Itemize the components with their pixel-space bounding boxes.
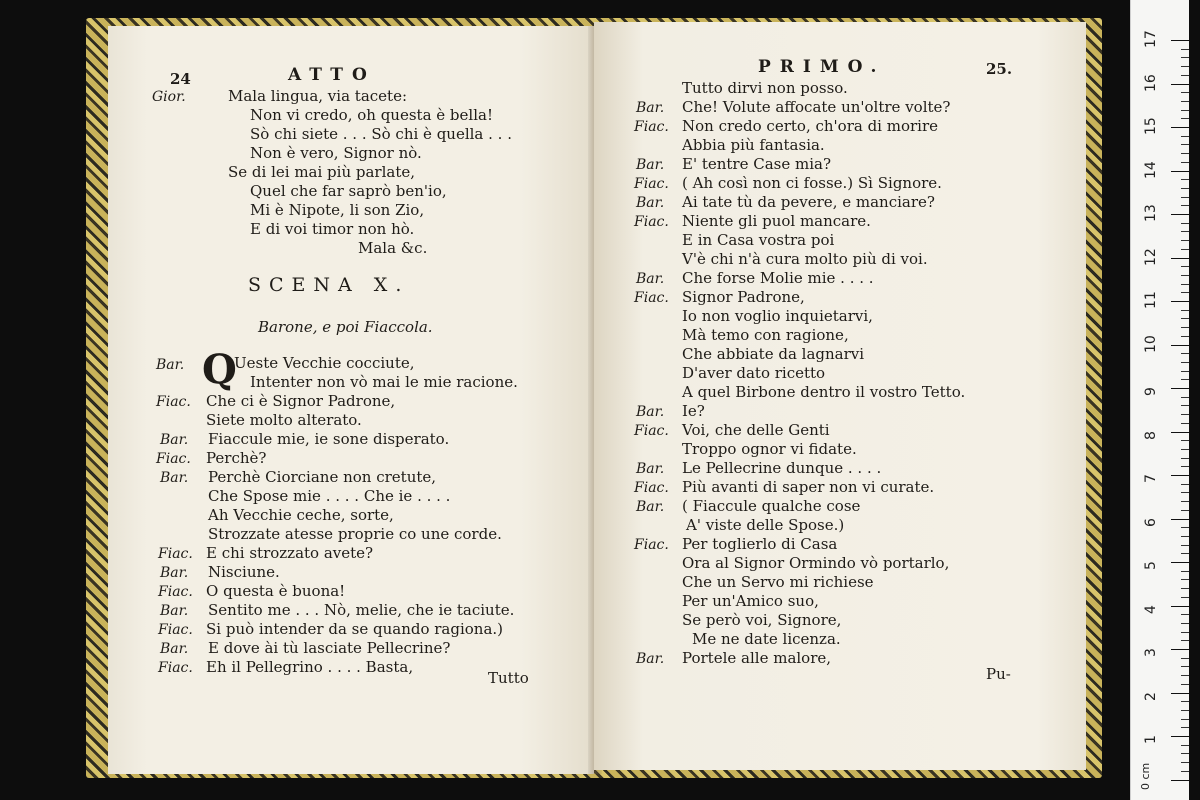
speaker-label: Fiac.	[634, 423, 669, 439]
ruler-tick	[1181, 249, 1189, 250]
ruler-tick	[1181, 666, 1189, 667]
ruler-tick	[1181, 405, 1189, 406]
verse-line: Si può intender da se quando ragiona.)	[206, 620, 504, 638]
ruler-tick	[1181, 553, 1189, 554]
ruler-tick	[1181, 197, 1189, 198]
ruler-tick	[1171, 780, 1189, 781]
ruler-tick	[1181, 640, 1189, 641]
verse-line: Fiaccule mie, ie sone disperato.	[208, 430, 450, 448]
ruler-tick	[1181, 153, 1189, 154]
speaker-label: Bar.	[156, 357, 185, 373]
verse-line: Strozzate atesse proprie co une corde.	[208, 525, 502, 543]
verse-line: Me ne date licenza.	[692, 630, 841, 648]
catchword: Tutto	[488, 669, 529, 687]
ruler-tick	[1181, 397, 1189, 398]
verse-line: Le Pellecrine dunque . . . .	[682, 459, 882, 477]
ruler-tick	[1171, 258, 1189, 259]
ruler-number: 10	[1143, 334, 1159, 353]
ruler-tick	[1181, 362, 1189, 363]
verse-line: E' tentre Case mia?	[682, 155, 832, 173]
speaker-label: Bar.	[160, 470, 189, 486]
verse-line: D'aver dato ricetto	[682, 364, 826, 382]
ruler-number: 6	[1143, 517, 1159, 527]
ruler-tick	[1181, 49, 1189, 50]
ruler-tick	[1181, 379, 1189, 380]
speaker-label: Fiac.	[156, 451, 191, 467]
speaker-label: Fiac.	[634, 537, 669, 553]
verse-line: Non credo certo, ch'ora di morire	[682, 117, 939, 135]
ruler-tick	[1181, 527, 1189, 528]
ruler-tick	[1181, 579, 1189, 580]
verse-line: Mala lingua, via tacete:	[228, 87, 407, 105]
ruler-tick	[1181, 92, 1189, 93]
ruler-tick	[1181, 440, 1189, 441]
verse-line: Quel che far saprò ben'io,	[250, 182, 447, 200]
ruler-tick	[1181, 66, 1189, 67]
ruler-tick	[1181, 336, 1189, 337]
right-page	[594, 22, 1086, 770]
ruler-number: 1	[1143, 735, 1159, 744]
ruler-tick	[1181, 545, 1189, 546]
verse-line: Ai tate tù da pevere, e manciare?	[682, 193, 935, 211]
ruler-tick	[1181, 275, 1189, 276]
speaker-label: Bar.	[636, 195, 665, 211]
ruler-tick	[1181, 118, 1189, 119]
verse-line: Che abbiate da lagnarvi	[682, 345, 865, 363]
ruler-tick	[1181, 292, 1189, 293]
ruler-number: 9	[1143, 387, 1159, 396]
ruler-number: 7	[1143, 474, 1159, 483]
ruler-tick	[1181, 762, 1189, 763]
ruler-tick	[1171, 127, 1189, 128]
verse-line: A' viste delle Spose.)	[686, 516, 845, 534]
verse-line: Che Spose mie . . . . Che ie . . . .	[208, 487, 451, 505]
ruler-tick	[1181, 327, 1189, 328]
right-page-header: PRIMO.	[758, 57, 886, 77]
ruler-number: 15	[1143, 117, 1159, 135]
speaker-label: Bar.	[636, 461, 665, 477]
speaker-label: Gior.	[152, 89, 186, 105]
verse-line: Intenter non vò mai le mie racione.	[250, 373, 518, 391]
verse-line: Sò chi siete . . . Sò chi è quella . . .	[250, 125, 512, 143]
ruler-tick	[1181, 492, 1189, 493]
ruler-tick	[1181, 266, 1189, 267]
verse-line: Portele alle malore,	[682, 649, 832, 667]
ruler-tick	[1181, 458, 1189, 459]
ruler-tick	[1181, 162, 1189, 163]
ruler-tick	[1181, 57, 1189, 58]
verse-line: Voi, che delle Genti	[682, 421, 830, 439]
verse-line: E dove ài tù lasciate Pellecrine?	[208, 639, 451, 657]
verse-line: Abbia più fantasia.	[682, 136, 825, 154]
verse-line: Mà temo con ragione,	[682, 326, 849, 344]
verse-line: Siete molto alterato.	[206, 411, 362, 429]
speaker-label: Bar.	[160, 603, 189, 619]
measurement-ruler	[1130, 0, 1189, 800]
left-page	[108, 26, 594, 774]
verse-line: Troppo ognor vi fidate.	[682, 440, 857, 458]
speaker-label: Fiac.	[158, 546, 193, 562]
speaker-label: Fiac.	[634, 290, 669, 306]
ruler-tick	[1181, 101, 1189, 102]
ruler-tick	[1181, 144, 1189, 145]
left-page-header: ATTO	[288, 65, 376, 85]
ruler-tick	[1181, 771, 1189, 772]
verse-line: E in Casa vostra poi	[682, 231, 835, 249]
verse-line: Che ci è Signor Padrone,	[206, 392, 396, 410]
drop-cap: Q	[202, 346, 237, 393]
speaker-label: Bar.	[636, 499, 665, 515]
ruler-tick	[1181, 188, 1189, 189]
ruler-tick	[1181, 75, 1189, 76]
verse-line: Io non voglio inquietarvi,	[682, 307, 873, 325]
ruler-tick	[1181, 745, 1189, 746]
ruler-tick	[1181, 675, 1189, 676]
ruler-tick	[1171, 40, 1189, 41]
ruler-tick	[1171, 649, 1189, 650]
verse-line: Se però voi, Signore,	[682, 611, 842, 629]
speaker-label: Fiac.	[158, 660, 193, 676]
speaker-label: Bar.	[160, 432, 189, 448]
ruler-tick	[1181, 371, 1189, 372]
verse-line: O questa è buona!	[206, 582, 346, 600]
scene-characters: Barone, e poi Fiaccola.	[258, 318, 433, 336]
ruler-number: 12	[1143, 247, 1159, 266]
verse-line: Non vi credo, oh questa è bella!	[250, 106, 493, 124]
verse-line: Che un Servo mi richiese	[682, 573, 874, 591]
ruler-tick	[1181, 240, 1189, 241]
ruler-tick	[1171, 606, 1189, 607]
ruler-number: 14	[1143, 160, 1159, 179]
ruler-tick	[1181, 136, 1189, 137]
scene-title: SCENA X.	[248, 274, 410, 296]
ruler-tick	[1181, 501, 1189, 502]
speaker-label: Fiac.	[634, 119, 669, 135]
verse-line: Ah Vecchie ceche, sorte,	[208, 506, 394, 524]
verse-line: Ora al Signor Ormindo vò portarlo,	[682, 554, 950, 572]
ruler-tick	[1171, 388, 1189, 389]
speaker-label: Fiac.	[634, 214, 669, 230]
ruler-tick	[1181, 710, 1189, 711]
verse-line: E di voi timor non hò.	[250, 220, 415, 238]
verse-line: Ie?	[682, 402, 705, 420]
ruler-tick	[1181, 231, 1189, 232]
ruler-tick	[1181, 205, 1189, 206]
ruler-tick	[1181, 318, 1189, 319]
ruler-tick	[1171, 562, 1189, 563]
verse-line: Mala &c.	[358, 239, 428, 257]
ruler-tick	[1181, 753, 1189, 754]
ruler-tick	[1181, 623, 1189, 624]
ruler-tick	[1171, 519, 1189, 520]
speaker-label: Bar.	[636, 157, 665, 173]
left-page-number: 24	[170, 70, 191, 88]
ruler-tick	[1181, 284, 1189, 285]
verse-line: Non è vero, Signor nò.	[250, 144, 422, 162]
ruler-number: 13	[1143, 204, 1159, 222]
speaker-label: Fiac.	[158, 584, 193, 600]
speaker-label: Bar.	[160, 641, 189, 657]
speaker-label: Fiac.	[158, 622, 193, 638]
verse-line: ( Ah così non ci fosse.) Sì Signore.	[682, 174, 942, 192]
ruler-tick	[1171, 432, 1189, 433]
speaker-label: Bar.	[636, 651, 665, 667]
ruler-number: 8	[1143, 430, 1159, 440]
verse-line: Signor Padrone,	[682, 288, 805, 306]
ruler-tick	[1181, 701, 1189, 702]
verse-line: Che! Volute affocate un'oltre volte?	[682, 98, 951, 116]
ruler-tick	[1171, 475, 1189, 476]
speaker-label: Bar.	[160, 565, 189, 581]
ruler-number: 17	[1143, 30, 1159, 48]
ruler-tick	[1181, 727, 1189, 728]
ruler-number: 2	[1143, 691, 1159, 701]
ruler-tick	[1171, 171, 1189, 172]
ruler-tick	[1181, 353, 1189, 354]
ruler-tick	[1181, 684, 1189, 685]
verse-line: Per un'Amico suo,	[682, 592, 819, 610]
verse-line: Per toglierlo di Casa	[682, 535, 838, 553]
ruler-tick	[1171, 214, 1189, 215]
verse-line: Mi è Nipote, li son Zio,	[250, 201, 425, 219]
ruler-tick	[1181, 614, 1189, 615]
speaker-label: Fiac.	[156, 394, 191, 410]
ruler-tick	[1181, 110, 1189, 111]
verse-line: Tutto dirvi non posso.	[682, 79, 848, 97]
ruler-number: 4	[1143, 604, 1159, 614]
ruler-tick	[1181, 536, 1189, 537]
ruler-tick	[1171, 345, 1189, 346]
verse-line: Eh il Pellegrino . . . . Basta,	[206, 658, 414, 676]
ruler-tick	[1181, 571, 1189, 572]
verse-line: V'è chi n'à cura molto più di voi.	[682, 250, 928, 268]
ruler-tick	[1181, 484, 1189, 485]
speaker-label: Bar.	[636, 100, 665, 116]
verse-line: Sentito me . . . Nò, melie, che ie taciute.	[208, 601, 515, 619]
ruler-tick	[1181, 719, 1189, 720]
ruler-tick	[1171, 84, 1189, 85]
verse-line: Nisciune.	[208, 563, 280, 581]
ruler-tick	[1171, 693, 1189, 694]
verse-line: Perchè?	[206, 449, 267, 467]
speaker-label: Fiac.	[634, 176, 669, 192]
ruler-tick	[1181, 179, 1189, 180]
ruler-tick	[1181, 466, 1189, 467]
speaker-label: Bar.	[636, 404, 665, 420]
speaker-label: Bar.	[636, 271, 665, 287]
right-page-number: 25.	[986, 60, 1013, 78]
ruler-tick	[1181, 423, 1189, 424]
verse-line: A quel Birbone dentro il vostro Tetto.	[682, 383, 966, 401]
ruler-tick	[1181, 658, 1189, 659]
ruler-unit: 0 cm	[1139, 762, 1152, 790]
ruler-number: 5	[1143, 561, 1159, 570]
ruler-tick	[1181, 223, 1189, 224]
ruler-tick	[1171, 736, 1189, 737]
catchword: Pu-	[986, 665, 1011, 683]
speaker-label: Fiac.	[634, 480, 669, 496]
ruler-tick	[1181, 310, 1189, 311]
ruler-number: 3	[1143, 648, 1159, 657]
verse-line: Più avanti di saper non vi curate.	[682, 478, 935, 496]
verse-line: Niente gli puol mancare.	[682, 212, 871, 230]
ruler-tick	[1181, 449, 1189, 450]
verse-line: Che forse Molie mie . . . .	[682, 269, 874, 287]
verse-line: E chi strozzato avete?	[206, 544, 374, 562]
ruler-tick	[1181, 588, 1189, 589]
ruler-tick	[1181, 597, 1189, 598]
ruler-tick	[1181, 510, 1189, 511]
ruler-tick	[1171, 301, 1189, 302]
ruler-tick	[1181, 632, 1189, 633]
verse-line: Se di lei mai più parlate,	[228, 163, 416, 181]
verse-line: Perchè Ciorciane non cretute,	[208, 468, 437, 486]
ruler-number: 11	[1143, 291, 1159, 309]
verse-line: ( Fiaccule qualche cose	[682, 497, 861, 515]
ruler-number: 16	[1143, 73, 1159, 92]
verse-line: Ueste Vecchie cocciute,	[234, 354, 415, 372]
ruler-tick	[1181, 414, 1189, 415]
